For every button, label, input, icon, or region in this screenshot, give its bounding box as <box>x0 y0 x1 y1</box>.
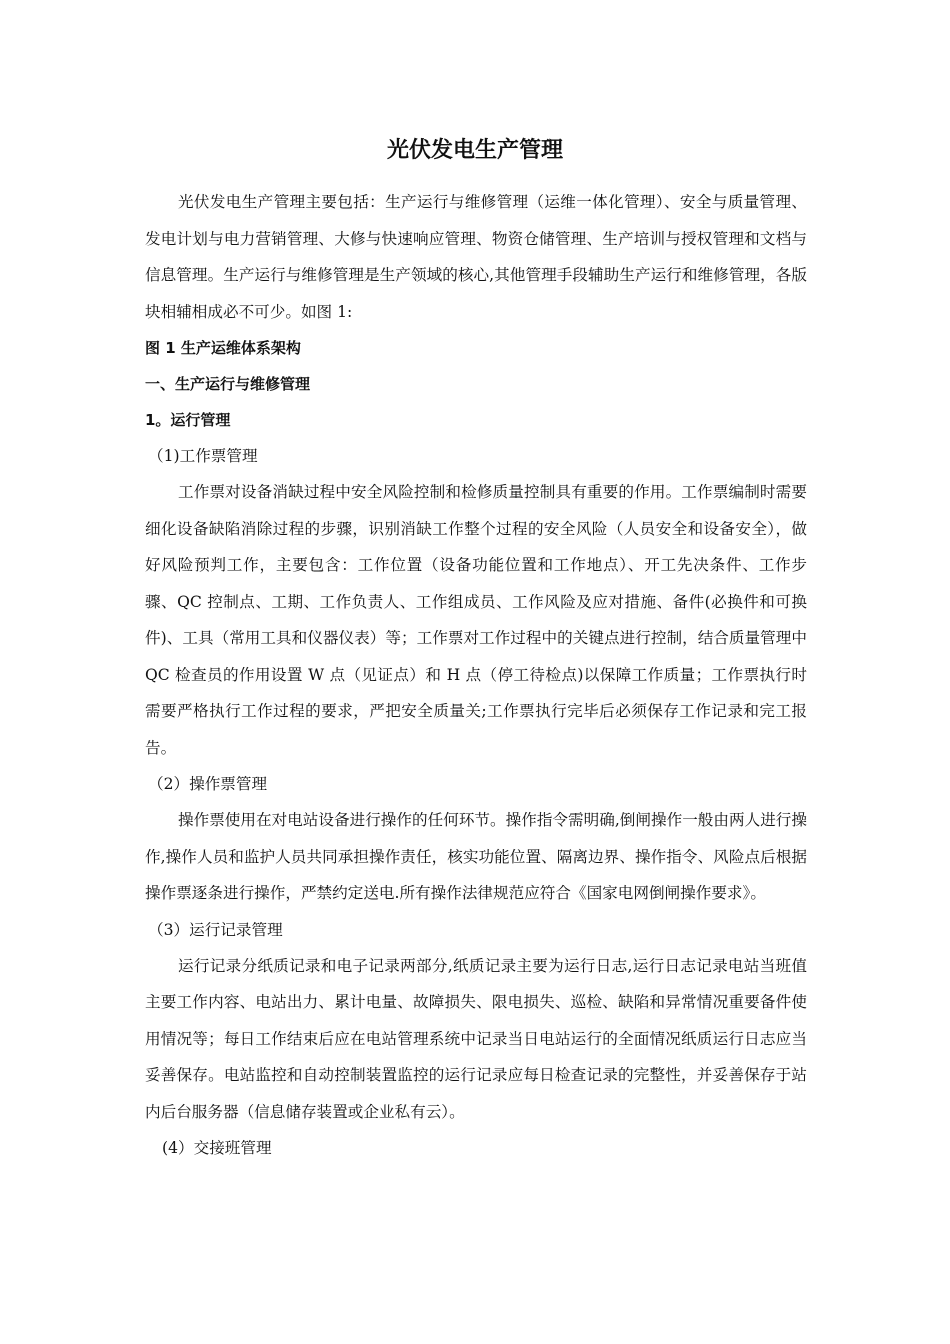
operation-record-heading: （3）运行记录管理 <box>148 920 283 939</box>
intro-paragraph: 光伏发电生产管理主要包括：生产运行与维修管理（运维一体化管理）、安全与质量管理、发电计划与电力营销管理、大修与快速响应管理、物资仓储管理、生产培训与授权管理和文档与信息管理。生产运行与维修管理是生产领域的核心,其他管理手段辅助生产运行和维修管理，各版块相辅相成必不可少。如图 1: <box>145 193 807 321</box>
figure-caption: 图 1 生产运维体系架构 <box>145 339 301 357</box>
work-ticket-heading: （1)工作票管理 <box>148 447 258 465</box>
document-title: 光伏发电生产管理 <box>386 138 563 163</box>
operation-ticket-heading: （2）操作票管理 <box>148 775 268 793</box>
operation-record-paragraph: 运行记录分纸质记录和电子记录两部分,纸质记录主要为运行日志,运行日志记录电站当班值主要工作内容、电站出力、累计电量、故障损失、限电损失、巡检、缺陷和异常情况重要备件使用情况等；每日工作结束后应在电站管理系统中记录当日电站运行的全面情况纸质运行日志应当妥善保存。电站监控和自动控制装置监控的运行记录应每日检查记录的完整性，并妥善保存于站内后台服务器（信息储存装置或企业私有云）。 <box>145 956 807 1121</box>
shift-handover-heading: (4）交接班管理 <box>162 1139 272 1157</box>
section-heading: 一、生产运行与维修管理 <box>145 375 311 393</box>
operation-ticket-paragraph: 操作票使用在对电站设备进行操作的任何环节。操作指令需明确,倒闸操作一般由两人进行操作,操作人员和监护人员共同承担操作责任，核实功能位置、隔离边界、操作指令、风险点后根据操作票逐条进行操作，严禁约定送电.所有操作法律规范应符合《国家电网倒闸操作要求》。 <box>145 811 807 902</box>
document-body <box>145 184 807 1166</box>
work-ticket-paragraph: 工作票对设备消缺过程中安全风险控制和检修质量控制具有重要的作用。工作票编制时需要细化设备缺陷消除过程的步骤，识别消缺工作整个过程的安全风险（人员安全和设备安全），做好风险预判工作，主要包含：工作位置（设备功能位置和工作地点）、开工先决条件、工作步骤、QC 控制点、工期、工作负责人、工作组成员、工作风险及应对措施、备件(必换件和可换件)、工具（常用工具和仪器仪表）等；工作票对工作过程中的关键点进行控制，结合质量管理中 QC 检查员的作用设置 W 点（见证点）和 H 点（停工待检点)以保障工作质量；工作票执行时需要严格执行工作过程的要求，严把安全质量关;工作票执行完毕后必须保存工作记录和完工报告。 <box>145 483 807 757</box>
subsection-heading: 1。运行管理 <box>145 411 231 429</box>
